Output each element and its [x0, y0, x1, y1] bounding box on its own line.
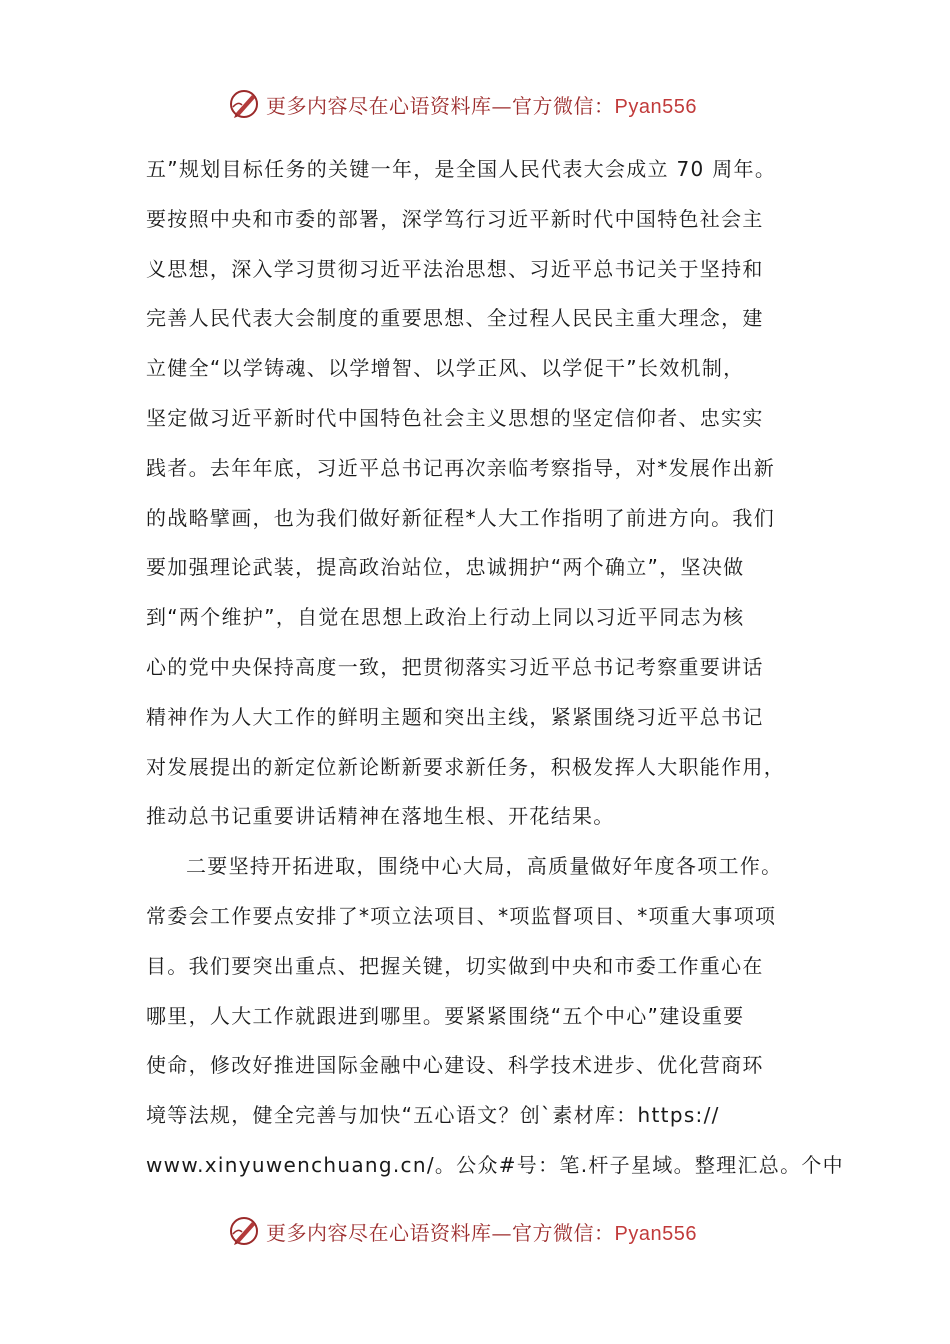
body-line: 的战略擘画，也为我们做好新征程*人大工作指明了前进方向。我们 [146, 505, 775, 530]
body-line: 常委会工作要点安排了*项立法项目、*项监督项目、*项重大事项项 [146, 903, 777, 928]
footer-banner [228, 1211, 748, 1251]
banner-wechat-label: 官方微信： [512, 93, 615, 118]
pen-logo-icon [228, 87, 262, 121]
body-line: 五”规划目标任务的关键一年，是全国人民代表大会成立 70 周年。 [146, 157, 777, 181]
banner-brand: 更多内容尽在心语资料库 [266, 93, 492, 118]
body-line: 坚定做习近平新时代中国特色社会主义思想的坚定信仰者、忠实实 [146, 405, 764, 430]
banner-wechat-id: Pyan556 [614, 1222, 697, 1245]
document-body [146, 145, 844, 1191]
header-banner [228, 84, 748, 124]
body-line: 要加强理论武装，提高政治站位，忠诚拥护“两个确立”，坚决做 [146, 555, 745, 580]
banner-brand: 更多内容尽在心语资料库 [266, 1220, 492, 1245]
body-line: 使命，修改好推进国际金融中心建设、科学技术进步、优化营商环 [146, 1053, 764, 1078]
body-line: 要按照中央和市委的部署，深学笃行习近平新时代中国特色社会主 [146, 206, 764, 231]
banner-wechat-id: Pyan556 [614, 95, 697, 118]
body-line: 哪里，人大工作就跟进到哪里。要紧紧围绕“五个中心”建设重要 [146, 1003, 745, 1028]
body-line: 目。我们要突出重点、把握关键，切实做到中央和市委工作重心在 [146, 953, 764, 978]
body-line: 到“两个维护”，自觉在思想上政治上行动上同以习近平同志为核 [146, 605, 745, 630]
body-line-paragraph-start: 二要坚持开拓进取，围绕中心大局，高质量做好年度各项工作。 [186, 854, 783, 879]
banner-wechat-label: 官方微信： [512, 1220, 615, 1245]
body-line: 精神作为人大工作的鲜明主题和突出主线，紧紧围绕习近平总书记 [146, 704, 764, 729]
pen-logo-icon [228, 1214, 262, 1248]
body-line: 立健全“以学铸魂、以学增智、以学正风、以学促干”长效机制， [146, 356, 745, 381]
banner-dash: — [491, 93, 512, 118]
body-line: 完善人民代表大会制度的重要思想、全过程人民民主重大理念，建 [146, 306, 764, 331]
body-line: www.xinyuwenchuang.cn/。公众#号：笔.杆子星域。整理汇总。个中 [146, 1152, 844, 1177]
banner-dash: — [491, 1220, 512, 1245]
body-line: 践者。去年年底，习近平总书记再次亲临考察指导，对*发展作出新 [146, 455, 775, 480]
banner-text [266, 90, 697, 119]
body-line: 对发展提出的新定位新论断新要求新任务，积极发挥人大职能作用， [146, 754, 785, 779]
body-line: 心的党中央保持高度一致，把贯彻落实习近平总书记考察重要讲话 [146, 654, 764, 679]
body-line: 境等法规，健全完善与加快“五心语文？创`素材库：https:// [146, 1103, 720, 1128]
body-line: 义思想，深入学习贯彻习近平法治思想、习近平总书记关于坚持和 [146, 256, 764, 281]
body-line: 推动总书记重要讲话精神在落地生根、开花结果。 [146, 804, 615, 829]
banner-text [266, 1217, 697, 1246]
